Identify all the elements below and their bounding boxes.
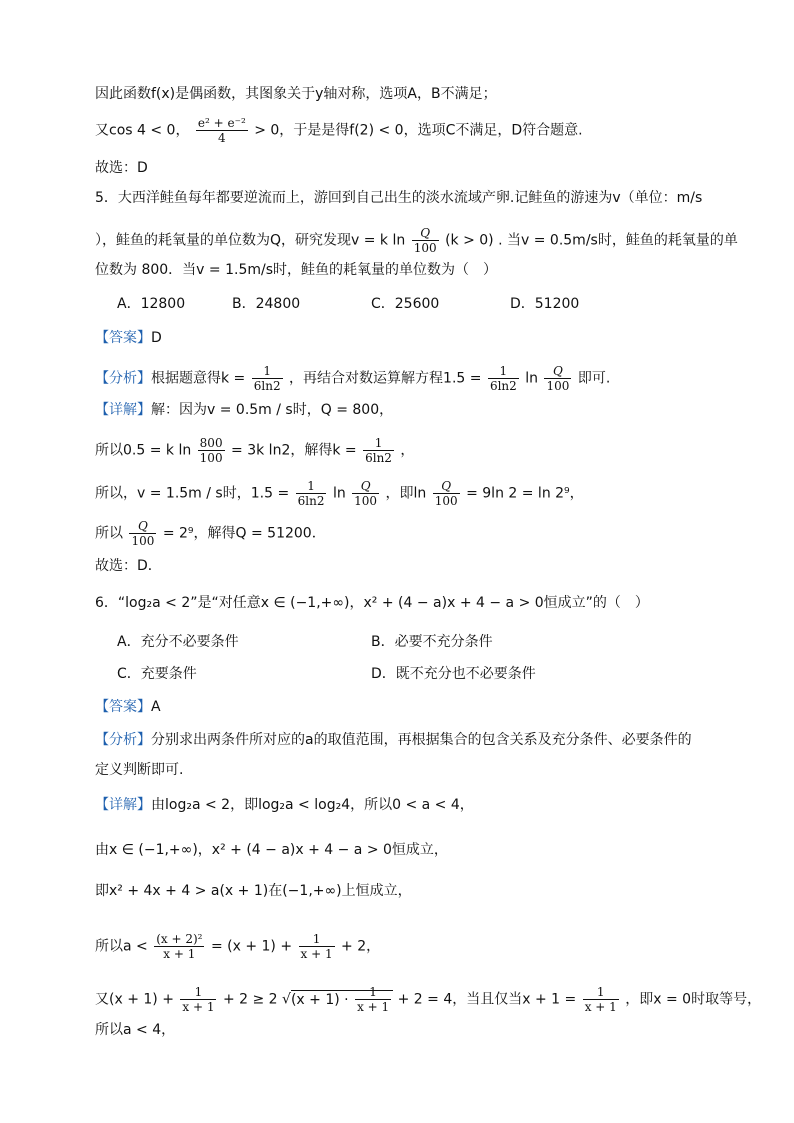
question-5-stem: ），鲑鱼的耗氧量的单位数为Q，研究发现v = k ln $\frac{Q}{100}$ (k > 0) . 当v = 0.5m/s时，鲑鱼的耗氧量的单: [95, 226, 738, 255]
detail-tag: 【详解】: [95, 797, 151, 813]
fraction: $\frac{1}{6\ln 2}$: [365, 436, 392, 465]
detail-line: 所以0.5 = k ln $\frac{800}{100}$ = 3k ln2，解得k = $\frac{1}{6\ln 2}$ ，: [95, 436, 415, 465]
fraction: $\frac{1}{6\ln 2}$: [253, 364, 281, 393]
sqrt-sign: √: [282, 991, 291, 1008]
fraction: $\frac{1}{x + 1}$: [300, 932, 333, 961]
detail-line: 又(x + 1) + $\frac{1}{x + 1}$ + 2 ≥ 2 √(x + 1) · $\frac{1}{x + 1}$ + 2 = 4，当且仅当x + 1 = $\frac{1}{x + 1}$ ，即x = 0时取等号，: [95, 985, 762, 1014]
fraction: $\frac{Q}{100}$: [546, 364, 570, 393]
fraction: $\frac{1}{x + 1}$: [584, 985, 617, 1014]
answer-line: 【答案】A: [95, 699, 161, 715]
fraction: $\frac{Q}{100}$: [434, 479, 458, 508]
option-b: B．必要不充分条件: [371, 634, 493, 650]
fraction: $\frac{1}{x + 1}$: [357, 985, 390, 1014]
option-c: C．25600: [371, 296, 440, 312]
option-a: A．充分不必要条件: [117, 634, 239, 650]
analysis-tag: 【分析】: [95, 732, 151, 748]
question-6-stem: 6．“log₂a < 2”是“对任意x ∈ (−1,+∞)，x² + (4 − a)x + 4 − a > 0恒成立”的（ ）: [95, 595, 649, 611]
option-d: D．51200: [510, 296, 580, 312]
question-5-stem: 位数为 800．当v = 1.5m/s时，鲑鱼的耗氧量的单位数为（ ）: [95, 262, 497, 278]
detail-line: 【详解】由log₂a < 2，即log₂a < log₂4，所以0 < a < 4，: [95, 797, 474, 813]
option-d: D．既不充分也不必要条件: [371, 666, 536, 682]
detail-tag: 【详解】: [95, 402, 151, 418]
question-5-stem: 5．大西洋鲑鱼每年都要逆流而上，游回到自己出生的淡水流域产卵.记鲑鱼的游速为v（单位：m/s: [95, 190, 703, 206]
detail-line: 所以，v = 1.5m / s时，1.5 = $\frac{1}{6\ln 2}$ ln $\frac{Q}{100}$ ，即ln $\frac{Q}{100}$ = 9ln 2 = ln 2⁹，: [95, 479, 584, 508]
option-c: C．充要条件: [117, 666, 197, 682]
detail-line: 故选：D．: [95, 558, 162, 574]
answer-line: 【答案】D: [95, 330, 162, 346]
analysis-line: 【分析】根据题意得k = $\frac{1}{6\ln 2}$ ，再结合对数运算解方程1.5 = $\frac{1}{6\ln 2}$ ln $\frac{Q}{100}$ 即可.: [95, 364, 611, 393]
fraction: $\frac{Q}{100}$: [131, 519, 155, 548]
fraction: $\frac{1}{x + 1}$: [182, 985, 215, 1014]
answer-tag: 【答案】: [95, 699, 151, 715]
detail-line: 所以 $\frac{Q}{100}$ = 2⁹，解得Q = 51200．: [95, 519, 326, 548]
detail-line: 即x² + 4x + 4 > a(x + 1)在(−1,+∞)上恒成立，: [95, 883, 412, 899]
answer-tag: 【答案】: [95, 330, 151, 346]
detail-line: 所以a < 4，: [95, 1022, 176, 1038]
fraction: $\frac{1}{6\ln 2}$: [297, 479, 325, 508]
fraction: $\frac{\text{(x + 2)²}}{x + 1}$: [156, 932, 203, 961]
option-a: A．12800: [117, 296, 186, 312]
option-b: B．24800: [232, 296, 301, 312]
detail-line: 由x ∈ (−1,+∞)，x² + (4 − a)x + 4 − a > 0恒成立，: [95, 842, 448, 858]
fraction: $\frac{1}{6\ln 2}$: [489, 364, 517, 393]
fraction: $\frac{\text{e² + e⁻²}}{4}$: [197, 116, 246, 145]
fraction: $\frac{Q}{100}$: [413, 226, 437, 255]
text-line: 因此函数f(x)是偶函数，其图象关于y轴对称，选项A，B不满足；: [95, 86, 497, 102]
analysis-line: 【分析】分别求出两条件所对应的a的取值范围，再根据集合的包含关系及充分条件、必要条件的: [95, 732, 692, 748]
fraction: $\frac{Q}{100}$: [354, 479, 378, 508]
detail-line: 所以a < $\frac{\text{(x + 2)²}}{x + 1}$ = (x + 1) + $\frac{1}{x + 1}$ + 2，: [95, 932, 381, 961]
text-line: 故选：D: [95, 160, 148, 176]
detail-line: 【详解】解：因为v = 0.5m / s时，Q = 800，: [95, 402, 394, 418]
analysis-line: 定义判断即可.: [95, 762, 184, 778]
fraction: $\frac{800}{100}$: [199, 436, 223, 465]
analysis-tag: 【分析】: [95, 370, 151, 387]
text-line: 又cos 4 < 0， $\frac{\text{e² + e⁻²}}{4}$ > 0，于是是得f(2) < 0，选项C不满足，D符合题意.: [95, 116, 583, 145]
sqrt-content: (x + 1) · $\frac{1}{x + 1}$: [291, 990, 393, 1008]
